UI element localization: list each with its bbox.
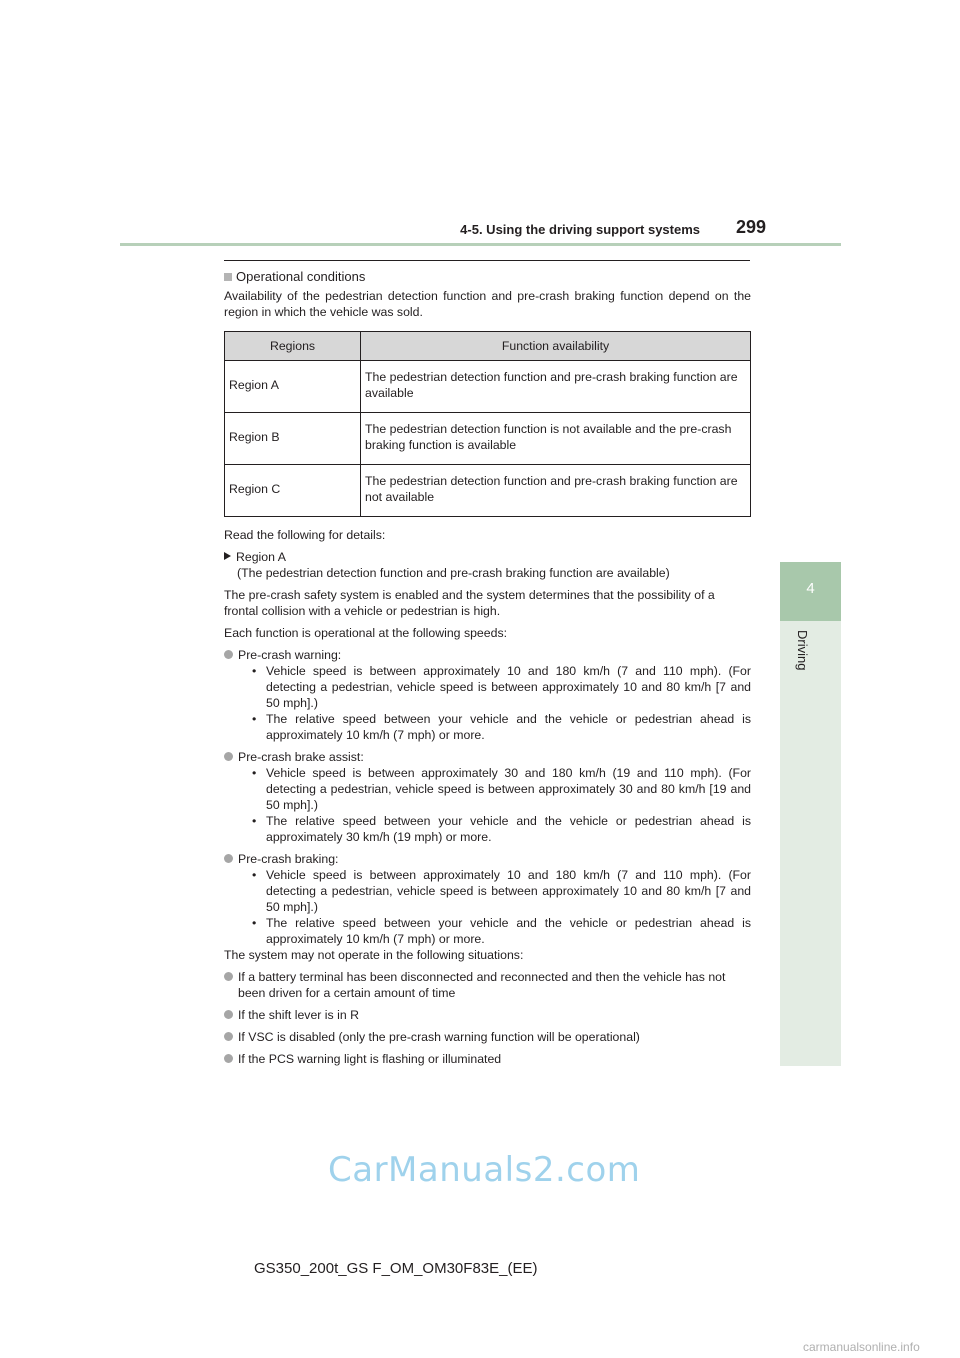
chapter-tab-number: 4 xyxy=(806,580,815,597)
situation-text: If VSC is disabled (only the pre-crash warning function will be operational) xyxy=(238,1030,640,1044)
list-item: • The relative speed between your vehicle and the vehicle or pedestrian ahead is approximately 10 km/h (7 mph) or more. xyxy=(252,916,751,946)
availability-cell: The pedestrian detection function is not available and the pre-crash braking function is available xyxy=(361,413,751,465)
chapter-tab-label: Driving xyxy=(795,630,810,671)
list-item: • The relative speed between your vehicle and the vehicle or pedestrian ahead is approximately 10 km/h (7 mph) or more. xyxy=(252,712,751,742)
circle-bullet-icon xyxy=(224,1032,233,1041)
section-heading xyxy=(224,269,751,285)
speeds-paragraph: Each function is operational at the following speeds: xyxy=(224,626,508,640)
running-header-title: 4-5. Using the driving support systems xyxy=(460,222,700,237)
table-row xyxy=(225,465,751,517)
circle-bullet-icon xyxy=(224,650,233,659)
watermark-logo: CarManuals2.com xyxy=(328,1150,641,1190)
watermark-footer: carmanualsonline.info xyxy=(803,1340,920,1354)
list-item: • Vehicle speed is between approximately 10 and 180 km/h (7 and 110 mph). (For detecting a pedestrian, vehicle speed is between approximately 10 and 80 km/h [7 and 50 mph].) xyxy=(252,664,751,710)
page-number: 299 xyxy=(736,217,767,237)
dot-bullet-icon: • xyxy=(252,766,257,780)
header-divider xyxy=(120,243,841,246)
function-item-brake-assist xyxy=(224,749,751,845)
region-cell: Region B xyxy=(225,413,361,465)
section-intro: Availability of the pedestrian detection function and pre-crash braking function depend on the region in which the vehicle was sold. xyxy=(224,289,751,319)
column-header-availability: Function availability xyxy=(361,332,751,361)
region-cell: Region A xyxy=(225,361,361,413)
enabled-paragraph: The pre-crash safety system is enabled and the system determines that the possibility of a frontal collision with a vehicle or pedestrian is high. xyxy=(224,588,715,618)
function-title: Pre-crash brake assist: xyxy=(238,750,364,764)
dot-bullet-icon: • xyxy=(252,664,257,678)
dot-bullet-icon: • xyxy=(252,868,257,882)
region-cell: Region C xyxy=(225,465,361,517)
situation-item xyxy=(224,1051,751,1067)
dot-bullet-icon: • xyxy=(252,814,257,828)
situation-item xyxy=(224,1007,751,1023)
function-title: Pre-crash braking: xyxy=(238,852,339,866)
dot-bullet-icon: • xyxy=(252,712,257,726)
function-item-braking xyxy=(224,851,751,947)
section-heading-text: Operational conditions xyxy=(236,269,366,284)
section-divider xyxy=(224,260,750,261)
availability-cell: The pedestrian detection function and pre-crash braking function are available xyxy=(361,361,751,413)
triangle-bullet-icon xyxy=(224,552,231,560)
main-content xyxy=(224,269,751,1067)
situation-text: If the PCS warning light is flashing or illuminated xyxy=(238,1052,502,1066)
circle-bullet-icon xyxy=(224,1010,233,1019)
table-header-row xyxy=(225,332,751,361)
column-header-regions: Regions xyxy=(225,332,361,361)
list-item: • Vehicle speed is between approximately 30 and 180 km/h (19 and 110 mph). (For detecting a pedestrian, vehicle speed is between approximately 30 and 80 km/h [19 and 50 mph].) xyxy=(252,766,751,812)
chapter-tab-strip xyxy=(780,621,841,1066)
table-row xyxy=(225,361,751,413)
situation-text: If a battery terminal has been disconnected and reconnected and then the vehicle has not been driven for a certain amount of time xyxy=(238,970,726,1000)
list-item: • Vehicle speed is between approximately 10 and 180 km/h (7 and 110 mph). (For detecting a pedestrian, vehicle speed is between approximately 10 and 80 km/h [7 and 50 mph].) xyxy=(252,868,751,914)
circle-bullet-icon xyxy=(224,752,233,761)
situation-item xyxy=(224,1029,751,1045)
circle-bullet-icon xyxy=(224,854,233,863)
situation-text: If the shift lever is in R xyxy=(238,1008,359,1022)
footer-document-code: GS350_200t_GS F_OM_OM30F83E_(EE) xyxy=(254,1260,538,1277)
region-a-title: Region A xyxy=(236,550,286,564)
not-operate-paragraph: The system may not operate in the following situations: xyxy=(224,948,524,962)
circle-bullet-icon xyxy=(224,972,233,981)
table-row xyxy=(225,413,751,465)
situation-item xyxy=(224,969,751,1001)
region-a-description: (The pedestrian detection function and pre-crash braking function are available) xyxy=(237,566,670,580)
region-availability-table xyxy=(224,331,751,517)
square-bullet-icon xyxy=(224,273,232,281)
circle-bullet-icon xyxy=(224,1054,233,1063)
availability-cell: The pedestrian detection function and pre-crash braking function are not available xyxy=(361,465,751,517)
function-item-warning xyxy=(224,647,751,743)
function-title: Pre-crash warning: xyxy=(238,648,342,662)
list-item: • The relative speed between your vehicle and the vehicle or pedestrian ahead is approximately 30 km/h (19 mph) or more. xyxy=(252,814,751,844)
region-a-item xyxy=(224,549,751,581)
dot-bullet-icon: • xyxy=(252,916,257,930)
read-following-text: Read the following for details: xyxy=(224,528,386,542)
